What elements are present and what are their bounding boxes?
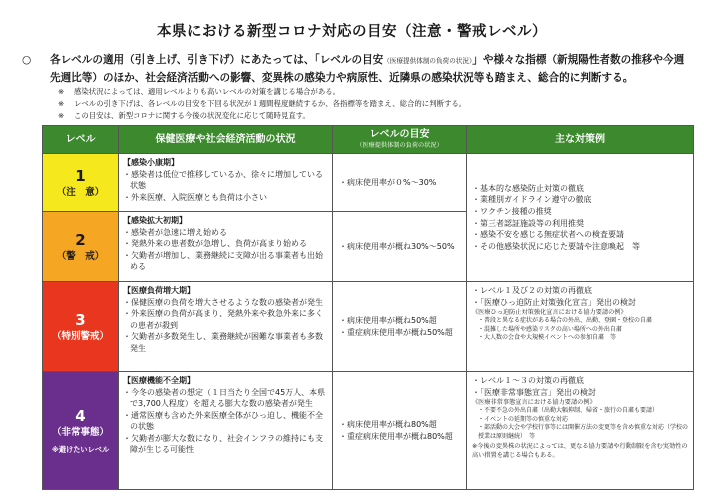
measure-subitem: ・大人数の会食や大規模イベントへの参加自粛 等	[478, 334, 617, 342]
situation-item: ・今冬の感染者の想定（１日当たり全国で45万人、本県で3,700人程度）を超える膨大な数の感染者が発生	[123, 387, 326, 408]
measure-item: ・レベル１〜３の対策の再徹底	[472, 376, 584, 385]
situation-heading: 【感染拡大初期】	[123, 216, 187, 225]
level-3-situation	[119, 282, 333, 372]
measure-item: ・業種別ガイドライン遵守の徹底	[472, 195, 592, 205]
notes	[58, 86, 688, 123]
situation-item: ・外来医療、入院医療とも負荷は小さい	[123, 192, 267, 202]
level-3-criteria	[333, 282, 467, 372]
measure-note: ※今後の変異株の状況によっては、更なる協力要請や行動制限を含む実効性の高い措置を講じる場合もある。	[472, 442, 688, 459]
situation-item: ・発熱外来の患者数が急増し、負荷が高まり始める	[123, 239, 307, 248]
measure-subitem: ・不要不急の外出自粛（出勤大幅抑制、帰省・旅行の自粛も要請）	[478, 407, 659, 415]
header-level: レベル	[43, 126, 119, 154]
level-4-cell	[43, 372, 119, 490]
page-title: 本県における新型コロナ対応の目安（注意・警戒レベル）	[157, 24, 547, 40]
level-note: ※避けたいレベル	[51, 444, 110, 454]
situation-item: ・通常医療も含めた外来医療全体がひっ迫し、機能不全の状態	[123, 410, 323, 431]
criteria-item: ・病床使用率が概ね30%〜50%	[339, 241, 455, 251]
measures-level-3	[467, 282, 694, 372]
situation-heading: 【医療機能不全期】	[123, 376, 195, 385]
level-number: 4	[75, 406, 86, 425]
note-text: 感染状況によっては、適用レベルよりも高いレベルの対策を講じる場合がある。	[74, 87, 341, 96]
note-item	[58, 86, 688, 98]
criteria-item: ・重症病床使用率が概ね50%超	[339, 327, 453, 337]
situation-item: ・欠勤者が多数発生し、業務継続が困難な事業者も多数発生	[123, 332, 323, 353]
table-row-level-1	[43, 154, 694, 212]
situation-heading: 【医療負荷増大期】	[123, 286, 195, 295]
level-3-cell	[43, 282, 119, 372]
measure-subheading: 《医療非常事態宣言における協力要請の例》	[472, 399, 596, 407]
criteria-item: ・病床使用率が概ね80%超	[339, 419, 437, 429]
level-number: 2	[75, 230, 86, 249]
header-situation: 保健医療や社会経済活動の状況	[119, 126, 333, 154]
level-1-criteria	[333, 154, 467, 212]
level-2-situation	[119, 212, 333, 282]
measures-level-4	[467, 372, 694, 490]
note-text: この目安は、新型コロナに関する今後の状況変化に応じて随時見直す。	[74, 111, 310, 121]
header-measures: 主な対策例	[467, 126, 694, 154]
criteria-item: ・病床使用率が概ね50%超	[339, 315, 437, 325]
header-criteria-sub: （医療提供体制の負荷の状況）	[356, 141, 443, 149]
lead-text	[50, 52, 690, 87]
lead-text-part2: 」や様々な指標（新規陽性者数の推移や今週先週比等）のほか、社会経済活動への影響、変異株の感染力や病原性、近隣県の感染状況等も踏まえ、総合的に判断する。	[50, 54, 685, 84]
situation-item: ・欠勤者が増加し、業務継続に支障が出る事業者も出始める	[123, 250, 323, 271]
measure-subitem: ・イベントの延期等の慎重な対応	[478, 415, 569, 423]
note-item	[58, 98, 688, 110]
measure-subheading: 《医療ひっ迫防止対策強化宣言における協力要請の例》	[472, 309, 627, 317]
level-1-cell	[43, 154, 119, 212]
measure-item: ・ワクチン接種の推奨	[472, 206, 552, 216]
level-number: 1	[75, 166, 86, 185]
lead-text-part1: 各レベルの適用（引き上げ、引き下げ）にあたっては、「レベルの目安	[50, 54, 384, 66]
level-4-criteria	[333, 372, 467, 490]
table-row-level-4	[43, 372, 694, 490]
level-name: （警 戒）	[56, 250, 105, 262]
measure-item: ・「医療非常事態宣言」発出の検討	[472, 387, 596, 397]
measure-item: ・その他感染状況に応じた要請や注意喚起 等	[472, 241, 640, 251]
level-table	[42, 125, 694, 490]
situation-item: ・感染者が急速に増え始める	[123, 227, 227, 237]
level-name: （特別警戒）	[51, 330, 109, 342]
level-4-situation	[119, 372, 333, 490]
measure-item: ・基本的な感染防止対策の徹底	[472, 183, 584, 193]
level-2-criteria	[333, 212, 467, 282]
measure-subitem: ・普段と異なる症状がある場合の外出、出勤、登園・登校の自粛	[478, 317, 653, 325]
situation-item: ・外来医療の負荷が高まり、発熱外来や救急外来に多くの患者が殺到	[123, 309, 323, 330]
situation-item: ・保健医療の負荷を増大させるような数の感染者が発生	[123, 297, 323, 307]
note-text: レベルの引き下げは、各レベルの目安を下回る状況が１週間程度継続するか、各指標等を踏まえ、総合的に判断する。	[74, 99, 467, 109]
lead-bullet: ○	[22, 54, 32, 66]
level-name: （注 意）	[56, 186, 105, 198]
note-item	[58, 110, 688, 122]
measure-item: ・レベル１及び２の対策の再徹底	[472, 286, 592, 295]
table-row-level-3	[43, 282, 694, 372]
note-mark: ※	[58, 111, 65, 121]
table-header-row	[43, 126, 694, 154]
measure-subitem: ・混雑した場所や感染リスクの高い場所への外出自粛	[478, 325, 622, 333]
measure-item: ・「医療ひっ迫防止対策強化宣言」発出の検討	[472, 297, 636, 307]
situation-heading: 【感染小康期】	[123, 158, 179, 167]
situation-item: ・欠勤者が膨大な数になり、社会インフラの維持にも支障が生じる可能性	[123, 433, 323, 454]
header-criteria	[333, 126, 467, 154]
situation-item: ・感染者は低位で推移しているか、徐々に増加している状態	[123, 169, 323, 190]
header-criteria-label: レベルの目安	[369, 128, 430, 140]
level-name: （非常事態）	[51, 426, 109, 438]
level-number: 3	[75, 310, 86, 329]
lead-text-small: （医療提供体制の負荷の状況）	[383, 57, 473, 65]
measure-item: ・感染不安を感じる無症状者への検査要請	[472, 230, 624, 240]
measure-item: ・第三者認証施設等の利用推奨	[472, 218, 584, 228]
measure-subitem: ・部活動の大会や学校行事等には開催方法の変更等を含め慎重な対応（学校の授業は原則継続） 等	[478, 424, 689, 440]
criteria-item: ・重症病床使用率が概ね80%超	[339, 431, 453, 441]
criteria-item: ・病床使用率が０%〜30%	[339, 177, 437, 187]
note-mark: ※	[58, 87, 65, 96]
note-mark: ※	[58, 99, 65, 109]
measures-level-1-2	[467, 154, 694, 282]
level-1-situation	[119, 154, 333, 212]
level-2-cell	[43, 212, 119, 282]
